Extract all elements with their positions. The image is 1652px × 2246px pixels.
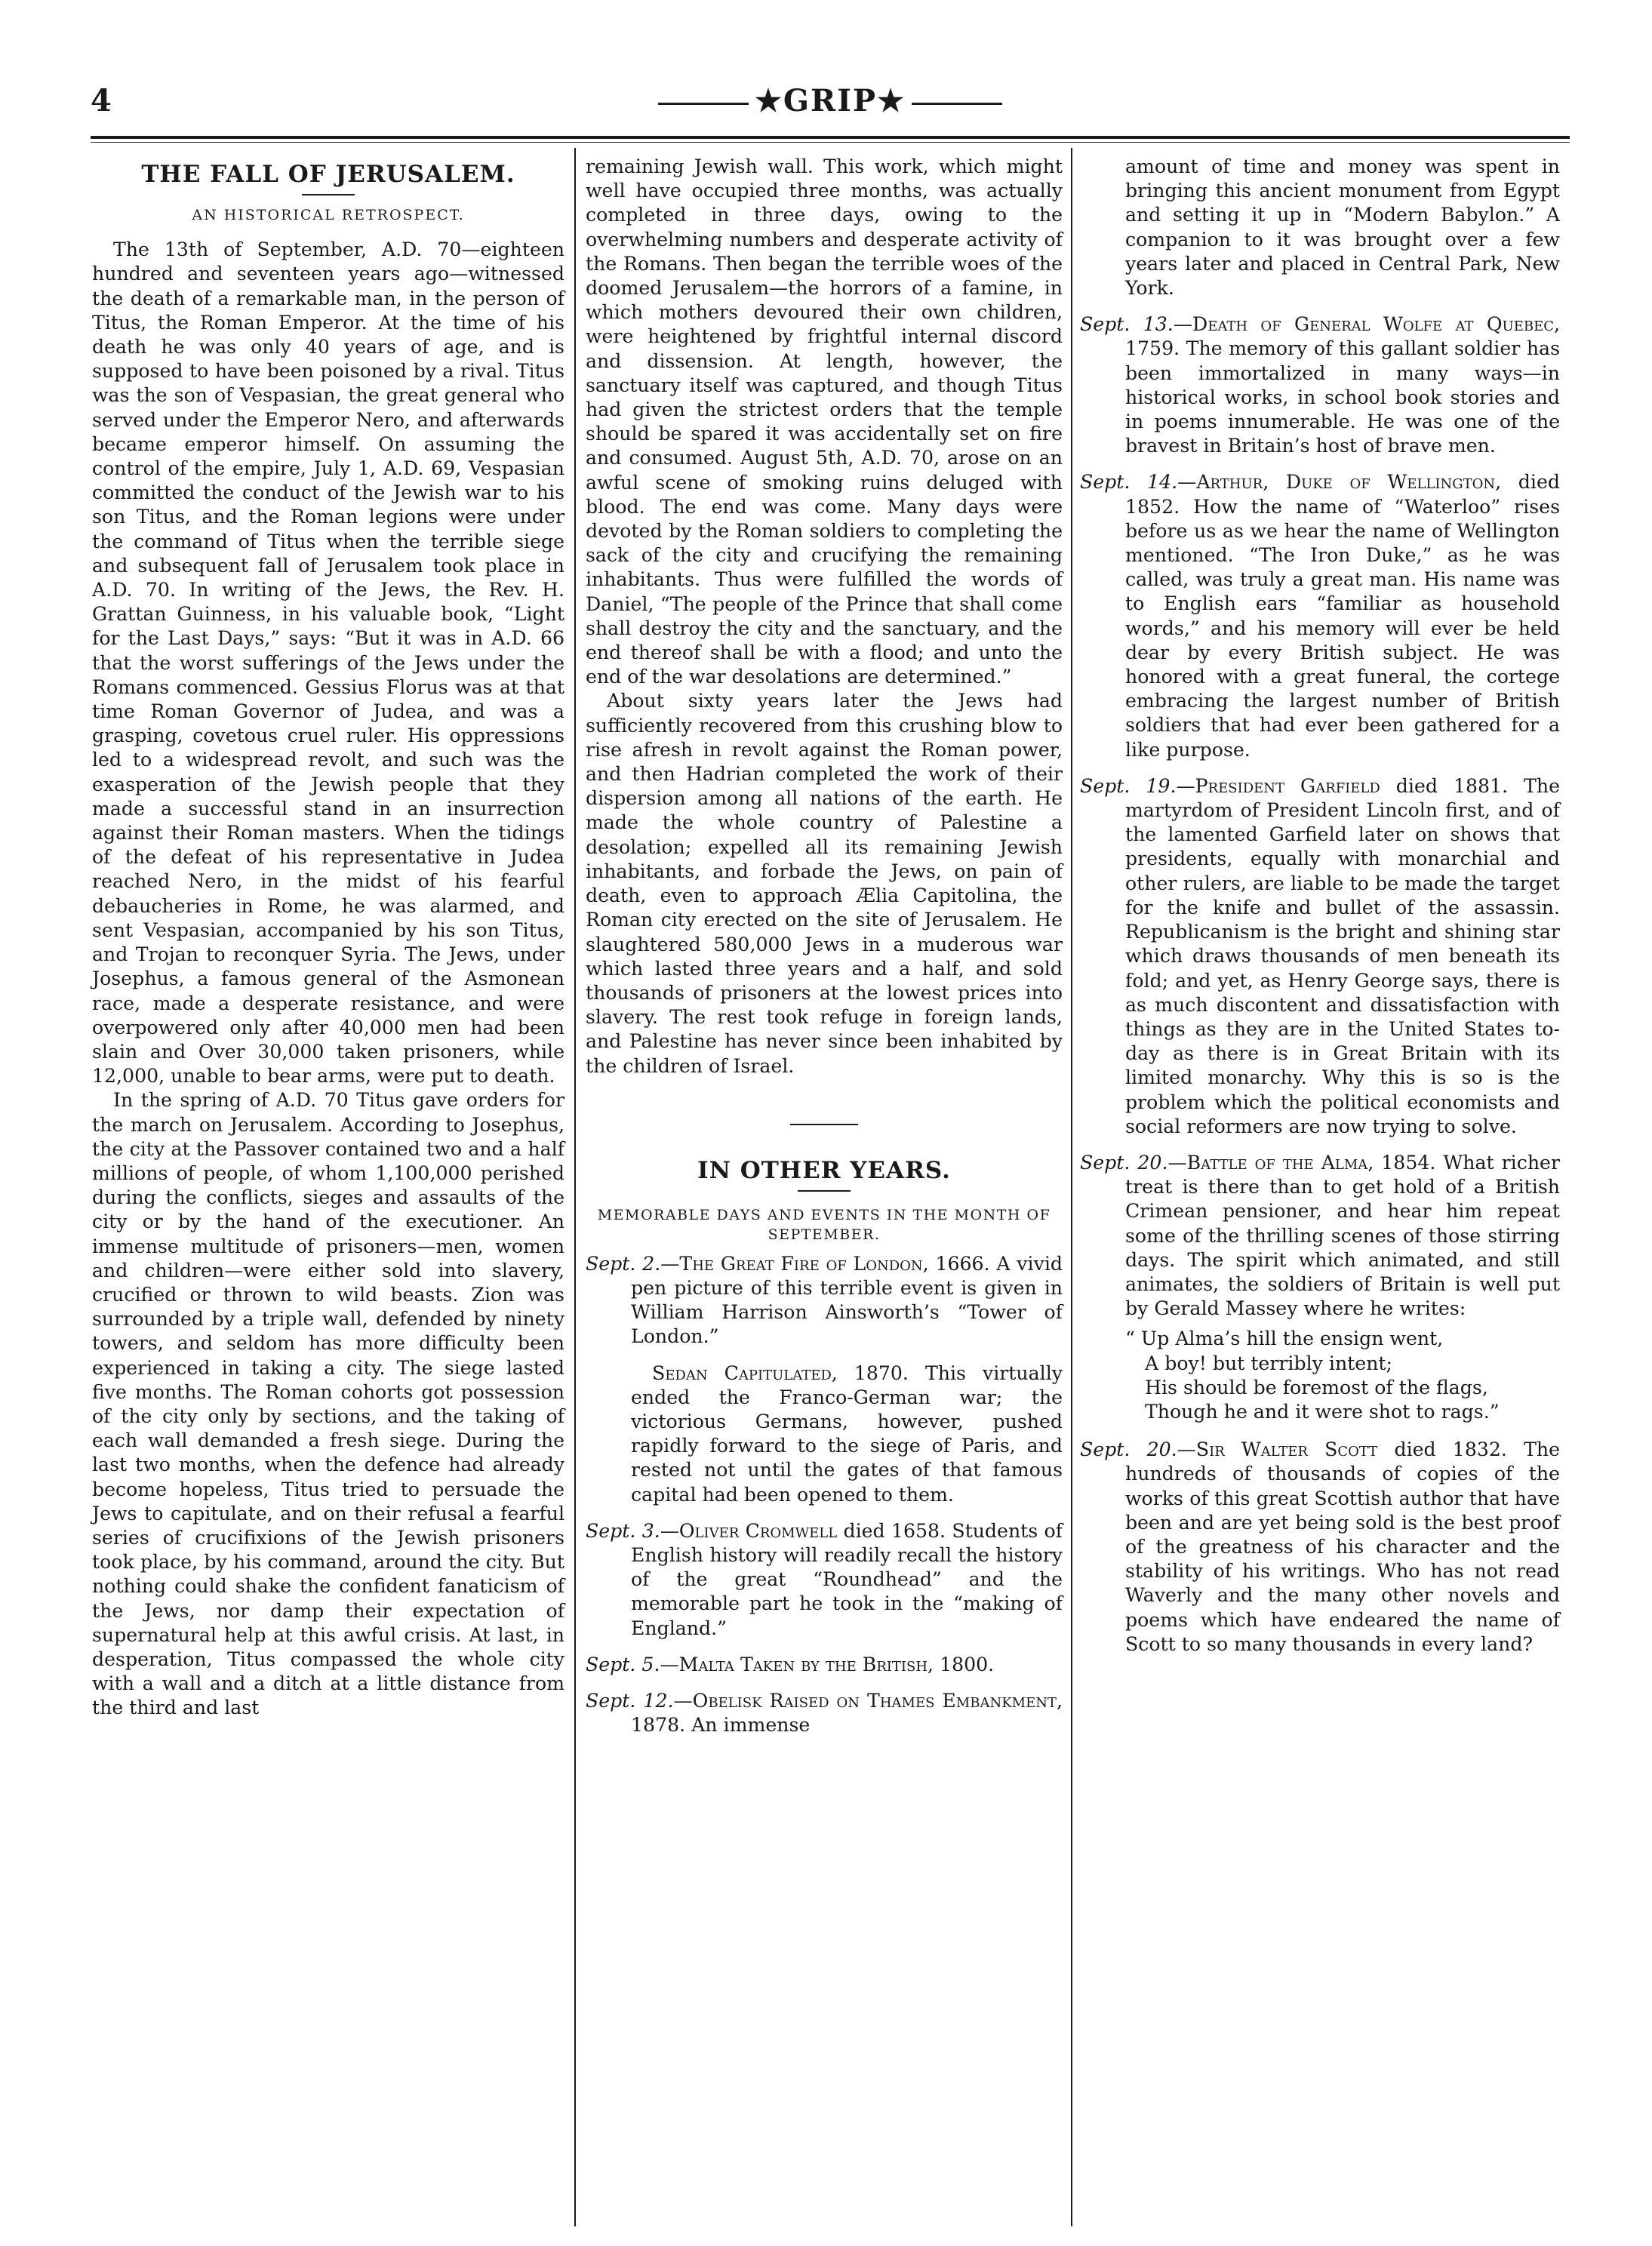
event-entry: Sept. 2.—The Great Fire of London, 1666. A vivid pen picture of this terrible event is given in William Harrison Ainsworth’s “Tower of London.” — [586, 1252, 1063, 1348]
masthead-title: ★GRIP★ — [755, 83, 906, 118]
masthead — [91, 83, 1570, 118]
title-rule — [798, 1190, 851, 1192]
article-title-in-other-years: IN OTHER YEARS. — [697, 1156, 951, 1184]
paragraph: The 13th of September, A.D. 70—eighteen hundred and seventeen years ago—witnessed the death of a remarkable man, in the person of Titus, the Roman Emperor. At the time of his death he was only 40 years of age, and is supposed to have been poisoned by a rival. Titus was the son of Vespasian, the great general who served under the Emperor Nero, and afterwards became emperor himself. On assuming the control of the empire, July 1, A.D. 69, Vespasian committed the conduct of the Jewish war to his son Titus, and the Roman legions were under the command of Titus when the terrible siege and subsequent fall of Jerusalem took place in A.D. 70. In writing of the Jews, the Rev. H. Grattan Guinness, in his valuable book, “Light for the Last Days,” says: “But it was in A.D. 66 that the worst sufferings of the Jews under the Romans commenced. Gessius Florus was at that time Roman Governor of Judea, and was a grasping, covetous cruel ruler. His oppressions led to a widespread revolt, and such was the exasperation of the Jewish people that they made a successful stand in an insurrection against their Roman masters. When the tidings of the defeat of his representative in Judea reached Nero, in the midst of his fearful debaucheries in Rome, he was alarmed, and sent Vespasian, accompanied by his son Titus, and Trojan to reconquer Syria. The Jews, under Josephus, a famous general of the Asmonean race, made a desperate resistance, and were overpowered only after 40,000 men had been slain and Over 30,000 taken prisoners, while 12,000, unable to bear arms, were put to death. — [92, 238, 565, 1088]
paragraph: amount of time and money was spent in bringing this ancient monument from Egypt and setting it up in “Modern Babylon.” A companion to it was brought over a few years later and placed in Central Park, New York. — [1125, 155, 1560, 300]
event-entry: Sept. 14.—Arthur, Duke of Wellington, died 1852. How the name of “Waterloo” rises before us as we hear the name of Wellington mentioned. “The Iron Duke,” as he was called, was truly a great man. His name was to English ears “familiar as household words,” and his memory will ever be held dear by every British subject. He was honored with a great funeral, the cortege embracing the largest number of British soldiers that had ever been gathered for a like purpose. — [1080, 471, 1560, 761]
section-rule — [790, 1124, 858, 1125]
poem-quote — [1125, 1327, 1560, 1424]
event-entry: Sept. 20.—Battle of the Alma, 1854. What richer treat is there than to get hold of a British Crimean pensioner, and hear him repeat some of the thrilling scenes of those stirring days. The spirit which animated, and still animates, the soldiers of Britain is well put by Gerald Massey where he writes: — [1080, 1151, 1560, 1320]
masthead-rule-left — [658, 103, 749, 105]
paragraph: remaining Jewish wall. This work, which might well have occupied three months, was actually completed in three days, owing to the overwhelming numbers and desperate activity of the Romans. Then began the terrible woes of the doomed Jerusalem—the horrors of a famine, in which mothers devoured their own children, were heightened by frightful internal discord and dissension. At length, however, the sanctuary itself was captured, and though Titus had given the strictest orders that the temple should be spared it was accidentally set on fire and consumed. August 5th, A.D. 70, arose on an awful scene of smoking ruins deluged with blood. The end was come. Many days were devoted by the Roman soldiers to completing the sack of the city and crucifying the remaining inhabitants. Thus were fulfilled the words of Daniel, “The people of the Prince that shall come shall destroy the city and the sanctuary, and the end thereof shall be with a flood; and unto the end of the war desolations are determined.” — [586, 155, 1063, 688]
article-subtitle: MEMORABLE DAYS AND EVENTS IN THE MONTH OF SEPTEMBER. — [597, 1206, 1051, 1243]
column-2 — [586, 155, 1063, 2223]
poem-line: “ Up Alma’s hill the ensign went, — [1125, 1328, 1444, 1350]
event-entry: Sept. 12.—Obelisk Raised on Thames Embankment, 1878. An immense — [586, 1689, 1063, 1737]
event-entry: Sedan Capitulated, 1870. This virtually ended the Franco-German war; the victorious Germans, however, pushed rapidly forward to the siege of Paris, and rested not until the gates of that famous capital had been opened to them. — [631, 1361, 1063, 1506]
article-title-fall-of-jerusalem: THE FALL OF JERUSALEM. — [141, 161, 515, 188]
poem-line: A boy! but terribly intent; — [1145, 1352, 1393, 1374]
event-entry: Sept. 19.—President Garfield died 1881. The martyrdom of President Lincoln first, and of the lamented Garfield later on shows that presidents, equally with monarchial and other rulers, are liable to be made the target for the knife and bullet of the assassin. Republicanism is the bright and shining star which draws thousands of men beneath its fold; and yet, as Henry George says, there is as much discontent and dissatisfaction with things as they are in the United States to-day as there is in Great Britain with its limited monarchy. Why this is so is the problem which the political economists and social reformers are now trying to solve. — [1080, 774, 1560, 1137]
page-header — [91, 83, 1570, 143]
article-subtitle: AN HISTORICAL RETROSPECT. — [192, 207, 465, 223]
title-rule — [302, 194, 355, 195]
paragraph: In the spring of A.D. 70 Titus gave orders for the march on Jerusalem. According to Josephus, the city at the Passover contained two and a half millions of people, of whom 1,100,000 perished during the conflicts, sieges and assaults of the city or by the hand of the executioner. An immense multitude of prisoners—men, women and children—were either sold into slavery, crucified or thrown to wild beasts. Zion was surrounded by a triple wall, defended by ninety towers, and seldom has more difficulty been experienced in taking a city. The siege lasted five months. The Roman cohorts got possession of the city only by sections, and the taking of each wall demanded a fresh siege. During the last two months, when the defence had already become hopeless, Titus tried to persuade the Jews to capitulate, and on their refusal a fearful series of crucifixions of the Jewish prisoners took place, by his command, around the city. But nothing could shake the confident fanaticism of the Jews, nor damp their expectation of supernatural help at this awful crisis. At last, in desperation, Titus compassed the whole city with a wall and a ditch at a little distance from the third and last — [92, 1089, 565, 1719]
poem-line: Though he and it were shot to rags.” — [1145, 1400, 1500, 1423]
paragraph: About sixty years later the Jews had sufficiently recovered from this crushing blow to rise afresh in revolt against the Roman power, and then Hadrian completed the work of their dispersion among all nations of the earth. He made the whole country of Palestine a desolation; expelled all its remaining Jewish inhabitants, and forbade the Jews, on pain of death, even to approach Ælia Capitolina, the Roman city erected on the site of Jerusalem. He slaughtered 580,000 Jews in a muderous war which lasted three years and a half, and sold thousands of prisoners at the lowest prices into slavery. The rest took refuge in foreign lands, and Palestine has never since been inhabited by the children of Israel. — [586, 690, 1063, 1077]
page-number: 4 — [91, 83, 112, 118]
column-divider-1 — [574, 148, 576, 2226]
header-rule — [91, 136, 1570, 139]
masthead-rule-right — [912, 103, 1002, 105]
event-entry: Sept. 13.—Death of General Wolfe at Quebec, 1759. The memory of this gallant soldier has been immortalized in many ways—in historical works, in school book stories and in poems innumerable. He was one of the bravest in Britain’s host of brave men. — [1080, 313, 1560, 457]
event-entry: Sept. 5.—Malta Taken by the British, 1800. — [586, 1653, 995, 1675]
poem-line: His should be foremost of the flags, — [1145, 1376, 1488, 1398]
event-entry: Sept. 3.—Oliver Cromwell died 1658. Students of English history will readily recall the history of the great “Roundhead” and the memorable part he took in the “making of England.” — [586, 1519, 1063, 1639]
event-entry: Sept. 20.—Sir Walter Scott died 1832. The hundreds of thousands of copies of the works of this great Scottish author that have been and are yet being sold is the best proof of the greatness of his character and the stability of his writings. Who has not read Waverly and the many other novels and poems which have endeared the name of Scott to so many thousands in every land? — [1080, 1438, 1561, 1655]
header-rule-thin — [91, 142, 1570, 143]
column-3 — [1080, 155, 1560, 2223]
column-divider-2 — [1071, 148, 1072, 2226]
column-1 — [92, 155, 565, 2223]
